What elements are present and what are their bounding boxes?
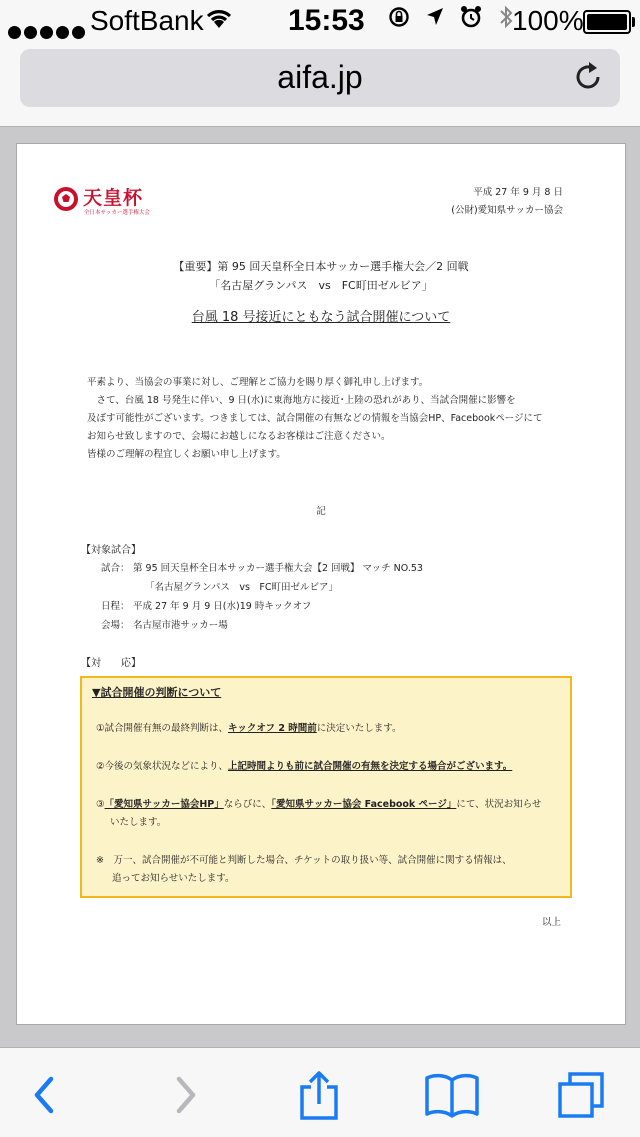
logo-subtitle: 全日本サッカー選手権大会 — [84, 210, 150, 216]
notice-item-2: ②今後の気象状況などにより、上記時間よりも前に試合開催の有無を決定する場合がございます。 — [96, 761, 513, 772]
notice-box — [80, 676, 572, 898]
browser-header — [0, 40, 640, 127]
alarm-icon — [459, 5, 483, 29]
logo-title: 天皇杯 — [83, 187, 144, 209]
venue-label: 会場： — [101, 620, 130, 631]
notice-item-1: ①試合開催有無の最終判断は、キックオフ 2 時間前に決定いたします。 — [96, 723, 402, 734]
ki-marker: 記 — [316, 506, 326, 517]
battery-percentage: 100% — [512, 5, 584, 36]
notice-note-line-2: 追ってお知らせいたします。 — [112, 873, 235, 884]
status-bar — [0, 0, 640, 40]
header-line-1: 【重要】第 95 回天皇杯全日本サッカー選手権大会／2 回戦 — [173, 260, 469, 273]
tabs-icon[interactable] — [556, 1070, 606, 1120]
organization-name: (公財)愛知県サッカー協会 — [451, 205, 563, 216]
header-line-2: 「名古屋グランパス vs FC町田ゼルビア」 — [209, 279, 433, 292]
response-heading: 【対 応】 — [81, 658, 141, 669]
address-bar[interactable] — [20, 49, 620, 107]
document-date: 平成 27 年 9 月 8 日 — [473, 187, 563, 198]
body-line: さて、台風 18 号発生に伴い、9 日(水)に東海地方に接近･上陸の恐れがあり、当試合開催に影響を — [87, 395, 516, 406]
browser-toolbar — [0, 1047, 640, 1137]
closing-mark: 以上 — [541, 917, 561, 928]
wifi-icon — [205, 6, 233, 30]
bookmarks-icon[interactable] — [424, 1070, 480, 1120]
share-icon[interactable] — [294, 1070, 344, 1120]
forward-chevron-icon[interactable] — [160, 1070, 210, 1120]
back-chevron-icon[interactable] — [20, 1070, 70, 1120]
emperors-cup-logo — [53, 184, 193, 224]
schedule-label: 日程： — [101, 601, 130, 612]
body-line: 及ぼす可能性がございます。つきましては、試合開催の有無などの情報を当協会HP、Facebookページにて — [87, 413, 543, 424]
battery-icon — [583, 10, 631, 34]
match-value: 第 95 回天皇杯全日本サッカー選手権大会【2 回戦】 マッチ NO.53 — [133, 563, 423, 574]
body-line: お知らせ致しますので、会場にお越しになるお客様はご注意ください。 — [87, 431, 391, 442]
document-title: 台風 18 号接近にともなう試合開催について — [191, 310, 451, 325]
soccer-ball-icon — [53, 184, 79, 214]
reload-icon[interactable] — [570, 59, 606, 95]
url-text[interactable]: aifa.jp — [277, 59, 363, 95]
clock: 15:53 — [288, 4, 365, 37]
notice-item-3: ③「愛知県サッカー協会HP」ならびに、「愛知県サッカー協会 Facebook ページ」にて、状況お知らせ — [96, 799, 542, 810]
rotation-lock-icon — [388, 6, 410, 28]
venue-value: 名古屋市港サッカー場 — [133, 620, 228, 631]
notice-heading: ▼試合開催の判断について — [92, 686, 222, 699]
carrier-name: SoftBank — [90, 5, 204, 36]
target-match-heading: 【対象試合】 — [81, 545, 141, 556]
pdf-page — [16, 143, 626, 1025]
body-line: 皆様のご理解の程宜しくお願い申し上げます。 — [87, 449, 286, 460]
location-arrow-icon — [425, 6, 445, 28]
match-label: 試合： — [101, 563, 130, 574]
status-icons — [388, 4, 514, 33]
notice-note-line-1: ※ 万一、試合開催が不可能と判断した場合、チケットの取り扱い等、試合開催に関する情報は、 — [96, 855, 512, 866]
body-line: 平素より、当協会の事業に対し、ご理解とご協力を賜り厚く御礼申し上げます。 — [87, 377, 429, 388]
match-value-line-2: 「名古屋グランパス vs FC町田ゼルビア」 — [145, 582, 339, 593]
schedule-value: 平成 27 年 9 月 9 日(水)19 時キックオフ — [133, 601, 312, 612]
notice-item-3-line-2: いたします。 — [110, 817, 167, 828]
document-viewport[interactable] — [0, 127, 640, 1047]
